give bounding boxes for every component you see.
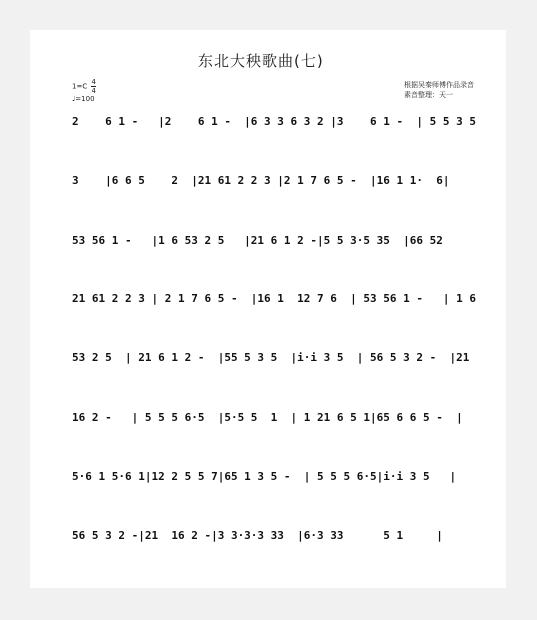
score-row (72, 469, 472, 491)
notation-line: 5·6 1 5·6 1|12 2 5 5 7|65 1 3 5 - | 5 5 5 6·5|i·i 3 5 | (72, 470, 457, 483)
song-title: 东北大秧歌曲(七) (198, 52, 324, 70)
score-row (72, 350, 472, 372)
score-row (72, 291, 476, 313)
score-row (72, 410, 472, 432)
tempo-mark: ♩=100 (72, 95, 95, 103)
credits (404, 80, 474, 100)
notation-line: 3 |6 6 5 2 |21 61 2 2 3 |2 1 7 6 5 - |16 1 1· 6| (72, 174, 450, 187)
score-row (72, 528, 472, 550)
score-row (72, 233, 472, 255)
notation-line: 16 2 - | 5 5 5 6·5 |5·5 5 1 | 1 21 6 5 1|65 6 6 5 - | (72, 411, 463, 424)
key-signature: 1=C (72, 82, 88, 91)
credit-line: 根据吴秦师傅作品录音 (404, 81, 474, 89)
notation-line: 53 56 1 - |1 6 53 2 5 |21 6 1 2 -|5 5 3·5 35 |66 52 (72, 234, 443, 247)
time-numerator: 4 (91, 78, 96, 86)
notation-line: 2 6 1 - |2 6 1 - |6 3 3 6 3 2 |3 6 1 - | 5 5 3 5 (72, 115, 476, 128)
score-row (72, 173, 472, 195)
score-meta (72, 78, 96, 104)
score-row (72, 114, 476, 136)
notation-line: 56 5 3 2 -|21 16 2 -|3 3·3·3 33 |6·3 33 5 1 | (72, 529, 443, 542)
time-denominator: 4 (91, 87, 96, 95)
notation-line: 21 61 2 2 3 | 2 1 7 6 5 - |16 1 12 7 6 | 53 56 1 - | 1 6 (72, 292, 476, 305)
time-signature (91, 78, 95, 95)
notation-line: 53 2 5 | 21 6 1 2 - |55 5 3 5 |i·i 3 5 | 56 5 3 2 - |21 (72, 351, 470, 364)
credit-line: 素音整理：天一 (404, 91, 453, 99)
